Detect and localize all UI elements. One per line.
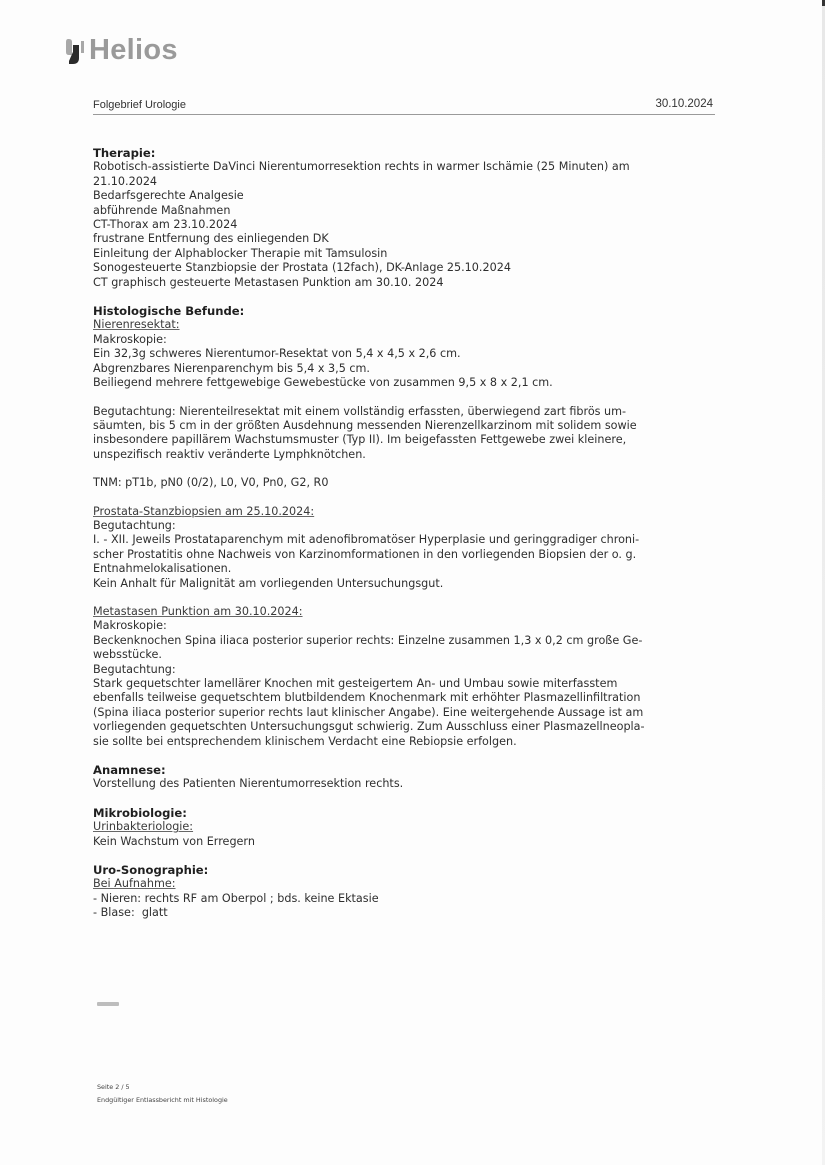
page-number: Seite 2 / 5 [97, 1083, 130, 1091]
metastasen-block [93, 605, 723, 749]
text-line: Vorstellung des Patienten Nierentumorresektion rechts. [93, 777, 404, 791]
therapy-line: Einleitung der Alphablocker Therapie mit Tamsulosin [93, 246, 388, 260]
letter-date: 30.10.2024 [655, 98, 713, 110]
section-therapie [93, 146, 723, 290]
letterhead [93, 98, 715, 115]
text-line: unspezifisch reaktiv veränderte Lymphknötchen. [93, 447, 366, 461]
letter-body [93, 146, 723, 935]
tnm-classification: TNM: pT1b, pN0 (0/2), L0, V0, Pn0, G2, R0 [93, 476, 329, 490]
helios-logo-text: Helios [89, 34, 178, 66]
therapy-line: CT graphisch gesteuerte Metastasen Punktion am 30.10. 2024 [93, 275, 444, 289]
label: Makroskopie: [93, 332, 167, 346]
text-line: - Nieren: rechts RF am Oberpol ; bds. keine Ektasie [93, 891, 379, 905]
text-line: Kein Wachstum von Erregern [93, 834, 255, 848]
text-line: insbesondere papillärem Wachstumsmuster (Typ II). Im beigefassten Fettgewebe zwei kleinere, [93, 433, 627, 447]
therapy-line: 21.10.2024 [93, 174, 158, 188]
text-line: I. - XII. Jeweils Prostataparenchym mit adenofibromatöser Hyperplasie und geringgradiger chroni- [93, 533, 640, 547]
letter-type: Folgebrief Urologie [93, 99, 186, 111]
subheading: Nierenresektat: [93, 318, 180, 332]
section-heading: Anamnese: [93, 763, 166, 778]
text-line: Entnahmelokalisationen. [93, 562, 232, 576]
nierenresektat-block [93, 318, 723, 490]
text-line: Beiliegend mehrere fettgewebige Gewebestücke von zusammen 9,5 x 8 x 2,1 cm. [93, 376, 553, 390]
subheading: Bei Aufnahme: [93, 877, 176, 891]
therapy-line: Sonogesteuerte Stanzbiopsie der Prostata (12fach), DK-Anlage 25.10.2024 [93, 261, 511, 275]
therapy-line: Bedarfsgerechte Analgesie [93, 189, 244, 203]
text-line: vorliegenden gequetschten Untersuchungsgut schwierig. Zum Ausschluss einer Plasmazellneopla- [93, 720, 645, 734]
section-histologie [93, 304, 723, 749]
redaction-mark [97, 1002, 119, 1006]
subheading: Urinbakteriologie: [93, 820, 194, 834]
text-line: Stark gequetschter lamellärer Knochen mit gesteigertem An- und Umbau sowie miterfasstem [93, 677, 618, 690]
prostata-block [93, 505, 723, 591]
section-heading: Therapie: [93, 146, 156, 160]
text-line: - Blase: glatt [93, 906, 168, 920]
begutachtung-paragraph [93, 405, 723, 463]
section-sonographie [93, 863, 723, 921]
label: Begutachtung: [93, 518, 176, 532]
text-line: scher Prostatitis ohne Nachweis von Karzinomformationen in den vorliegenden Biopsien der o. g. [93, 547, 637, 561]
text-line: websstücke. [93, 648, 162, 662]
text-line: Beckenknochen Spina iliaca posterior superior rechts: Einzelne zusammen 1,3 x 0,2 cm große Ge- [93, 633, 643, 647]
text-line: Begutachtung: Nierenteilresektat mit einem vollständig erfassten, überwiegend zart fibrös um- [93, 404, 627, 418]
section-heading: Histologische Befunde: [93, 304, 245, 319]
therapy-line: frustrane Entfernung des einliegenden DK [93, 232, 329, 246]
text-line: säumten, bis 5 cm in der größten Ausdehnung messenden Nierenzellkarzinom mit solidem sowie [93, 418, 637, 432]
section-heading: Mikrobiologie: [93, 805, 187, 820]
section-anamnese [93, 763, 723, 792]
section-mikrobiologie [93, 806, 723, 849]
text-line: Abgrenzbares Nierenparenchym bis 5,4 x 3,5 cm. [93, 361, 370, 375]
text-line: ebenfalls teilweise gequetschtem blutbildendem Knochenmark mit erhöhter Plasmazellinfiltration [93, 691, 641, 705]
text-line: Kein Anhalt für Malignität am vorliegenden Untersuchungsgut. [93, 576, 444, 590]
document-title: Endgültiger Entlassbericht mit Histologie [97, 1096, 228, 1104]
text-line: (Spina iliaca posterior superior rechts laut klinischer Angabe). Eine weitergehende Aussage ist am [93, 705, 644, 719]
label: Begutachtung: [93, 662, 176, 676]
helios-logo-icon [64, 35, 86, 65]
text-line: sie sollte bei entsprechendem klinischem Verdacht eine Rebiopsie erfolgen. [93, 734, 517, 748]
section-heading: Uro-Sonographie: [93, 863, 209, 878]
therapy-line: abführende Maßnahmen [93, 203, 231, 217]
subheading: Metastasen Punktion am 30.10.2024: [93, 604, 303, 618]
page-footer [97, 1081, 228, 1107]
therapy-line: Robotisch-assistierte DaVinci Nierentumorresektion rechts in warmer Ischämie (25 Minuten) am [93, 160, 630, 174]
helios-logo [64, 34, 178, 66]
therapy-line: CT-Thorax am 23.10.2024 [93, 218, 238, 232]
subheading: Prostata-Stanzbiopsien am 25.10.2024: [93, 504, 315, 518]
text-line: Ein 32,3g schweres Nierentumor-Resektat von 5,4 x 4,5 x 2,6 cm. [93, 347, 461, 361]
label: Makroskopie: [93, 619, 167, 633]
